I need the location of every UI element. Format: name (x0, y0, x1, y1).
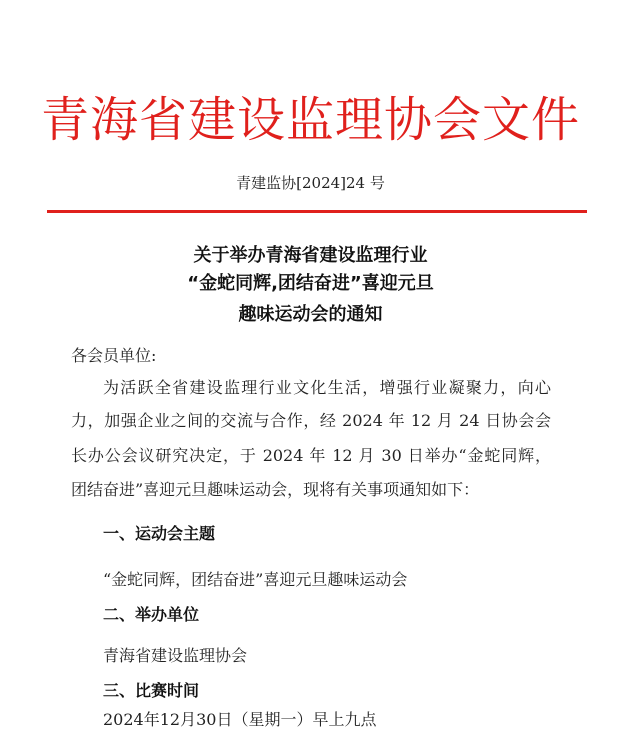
body-paragraph-line-3: 长办公会议研究决定，于 2024 年 12 月 30 日举办“金蛇同辉， (71, 446, 551, 465)
section-heading-theme: 一、运动会主题 (103, 524, 216, 543)
notice-title-line-2: “金蛇同辉,团结奋进”喜迎元旦 (187, 273, 434, 294)
body-paragraph-line-1: 为活跃全省建设监理行业文化生活，增强行业凝聚力，向心 (103, 378, 551, 397)
salutation: 各会员单位: (71, 346, 157, 365)
section-content-organizer: 青海省建设监理协会 (103, 646, 248, 665)
section-heading-organizer: 二、举办单位 (103, 605, 200, 624)
body-paragraph-line-2: 力，加强企业之间的交流与合作，经 2024 年 12 月 24 日协会会 (71, 411, 551, 430)
notice-title-line-1: 关于举办青海省建设监理行业 (193, 245, 428, 266)
section-content-theme: “金蛇同辉，团结奋进”喜迎元旦趣味运动会 (103, 570, 408, 589)
section-content-time: 2024年12月30日（星期一）早上九点 (103, 710, 377, 729)
document-header-title: 青海省建设监理协会文件 (40, 92, 580, 148)
body-paragraph-line-4: 团结奋进”喜迎元旦趣味运动会，现将有关事项通知如下： (71, 480, 480, 499)
header-red-divider (47, 210, 587, 213)
section-heading-time: 三、比赛时间 (103, 681, 200, 700)
document-number: 青建监协[2024]24 号 (236, 174, 385, 192)
notice-title-line-3: 趣味运动会的通知 (238, 304, 383, 325)
